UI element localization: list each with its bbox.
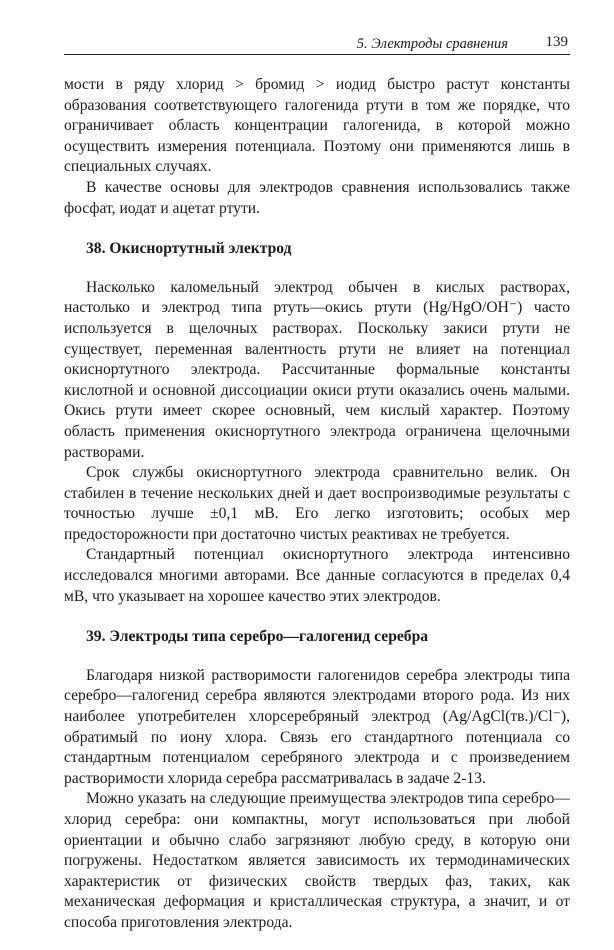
paragraph-oxide-electrode: Насколько каломельный электрод обычен в кислых растворах, настолько и электрод типа ртуть—окись ртути (Hg/HgO/OH⁻) часто используется в щелочных растворах. Поскольку закиси ртути не существует, переменная валентность ртути не влияет на потенциал окиснортутного электрода. Рассчитанные формальные константы кислотной и основной диссоциации окиси ртути оказались очень малыми. Окись ртути имеет скорее основный, чем кислый характер. Поэтому область применения окиснортутного электрода ограничена щелочными растворами. [64, 278, 570, 461]
section-heading-38: 38. Окиснортутный электрод [86, 240, 292, 258]
page-number: 139 [545, 34, 568, 50]
paragraph-bases: В качестве основы для электродов сравнения использовались также фосфат, иодат и ацетат ртути. [64, 178, 570, 217]
paragraph-advantages: Можно указать на следующие преимущества электродов типа серебро—хлорид серебра: они компактны, могут использоваться при любой ориентации и обычно слабо загрязняют любую среду, в которую они погружены. Недостатком является зависимость их термодинамических характеристик от физических свойств твердых фаз, таких, как механическая деформация и кристаллическая структура, а значит, и от способа приготовления электрода. [64, 790, 570, 931]
paragraph-standard-potential: Стандартный потенциал окиснортутного электрода интенсивно исследовался многими авторами. Все данные согласуются в пределах 0,4 мВ, что указывает на хорошее качество этих электродов. [64, 546, 570, 605]
page-body [64, 75, 570, 934]
book-page [64, 34, 570, 934]
paragraph-service-life: Срок службы окиснортутного электрода сравнительно велик. Он стабилен в течение нескольких дней и дает воспроизводимые результаты с точностью лучше ±0,1 мВ. Его легко изготовить; особых мер предосторожности при достаточно чистых реактивах не требуется. [64, 464, 570, 543]
running-section-title: 5. Электроды сравнения [356, 36, 508, 52]
paragraph-silver-halide: Благодаря низкой растворимости галогенидов серебра электроды типа серебро—галогенид серебра являются электродами второго рода. Из них наиболее употребителен хлорсеребряный электрод (Ag/AgCl(тв.)/Cl⁻), обратимый по иону хлора. Связь его стандартного потенциала со стандартным потенциалом серебряного электрода и с произведением растворимости хлорида серебра рассматривалась в задаче 2-13. [64, 666, 570, 787]
running-header [64, 34, 570, 55]
paragraph-continued: мости в ряду хлорид > бромид > иодид быстро растут константы образования соответствующего галогенида ртути в том же порядке, что ограничивает область концентрации галогенида, в которой можно осуществить измерения потенциала. Поэтому они применяются лишь в специальных случаях. [64, 76, 570, 176]
section-heading-39: 39. Электроды типа серебро—галогенид серебра [86, 628, 429, 646]
